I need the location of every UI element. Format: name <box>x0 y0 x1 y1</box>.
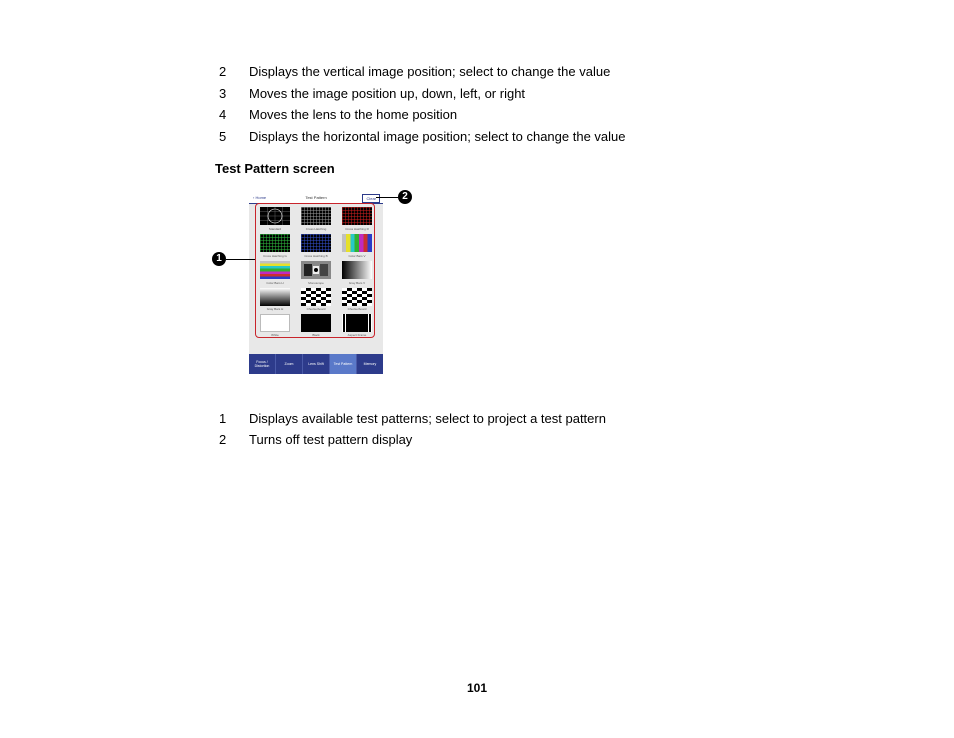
tab-bar <box>249 354 383 374</box>
pattern-cross-hatching-r[interactable] <box>342 207 372 225</box>
back-home-link[interactable]: ‹ Home <box>253 195 267 200</box>
page-number: 101 <box>466 681 488 695</box>
callout-badge-2: 2 <box>398 190 412 204</box>
monoscope-icon <box>301 261 331 279</box>
pattern-label: Color Bars H <box>266 281 284 285</box>
pattern-gray-bars-v[interactable] <box>342 261 372 279</box>
pattern-cross-hatching-g[interactable] <box>260 234 290 252</box>
item-number: 4 <box>219 107 227 122</box>
pattern-label: Monoscope <box>308 281 324 285</box>
callout-line <box>376 197 398 198</box>
item-number: 1 <box>219 411 227 426</box>
pattern-label: Cross Hatching <box>305 227 327 231</box>
standard-pattern-icon <box>260 207 290 225</box>
pattern-gray-bars-h[interactable] <box>260 288 290 306</box>
item-number: 2 <box>219 432 227 447</box>
item-number: 2 <box>219 64 227 79</box>
callout-badge-1: 1 <box>212 252 226 266</box>
pattern-white[interactable] <box>260 314 290 332</box>
tab-lens-shift[interactable]: Lens Shift <box>303 354 330 374</box>
item-text: Moves the image position up, down, left, or right <box>249 86 526 101</box>
pattern-label: Aspect Frame <box>347 333 367 337</box>
item-text: Displays available test patterns; select to project a test pattern <box>249 411 606 426</box>
pattern-aspect-frame[interactable] <box>342 314 372 332</box>
pattern-checkerboard[interactable] <box>301 288 331 306</box>
item-text: Displays the horizontal image position; select to change the value <box>249 129 626 144</box>
pattern-label: Cross Hatching B <box>304 254 328 258</box>
pattern-label: Black <box>312 333 320 337</box>
callout-line <box>226 259 255 260</box>
pattern-label: Color Bars V <box>348 254 366 258</box>
pattern-label: Cross Hatching G <box>263 254 287 258</box>
pattern-monoscope[interactable] <box>301 261 331 279</box>
item-number: 3 <box>219 86 227 101</box>
pattern-color-bars-v[interactable] <box>342 234 372 252</box>
pattern-cross-hatching-b[interactable] <box>301 234 331 252</box>
pattern-label: Checkerboard <box>347 307 367 311</box>
item-text: Moves the lens to the home position <box>249 107 458 122</box>
pattern-label: Gray Bars V <box>348 281 366 285</box>
tab-memory[interactable]: Memory <box>363 362 377 366</box>
clear-button[interactable]: Clear <box>362 194 380 203</box>
pattern-label: Gray Bars H <box>266 307 284 311</box>
item-text: Turns off test pattern display <box>249 432 413 447</box>
pattern-label: White <box>271 333 279 337</box>
pattern-black[interactable] <box>301 314 331 332</box>
pattern-checkerboard[interactable] <box>342 288 372 306</box>
pattern-label: Standard <box>268 227 282 231</box>
section-heading: Test Pattern screen <box>215 161 335 176</box>
pattern-cross-hatching[interactable] <box>301 207 331 225</box>
tab-focus-distortion[interactable]: Focus / Distortion <box>249 354 276 374</box>
pattern-standard[interactable] <box>260 207 290 225</box>
tab-test-pattern[interactable]: Test Pattern <box>330 354 357 374</box>
item-text: Displays the vertical image position; select to change the value <box>249 64 611 79</box>
pattern-label: Checkerboard <box>306 307 326 311</box>
pattern-color-bars-h[interactable] <box>260 261 290 279</box>
tab-zoom[interactable]: Zoom <box>276 354 303 374</box>
screen-title: Test Pattern <box>305 195 327 200</box>
item-number: 5 <box>219 129 227 144</box>
pattern-label: Cross Hatching R <box>345 227 369 231</box>
back-label: Home <box>255 195 267 200</box>
